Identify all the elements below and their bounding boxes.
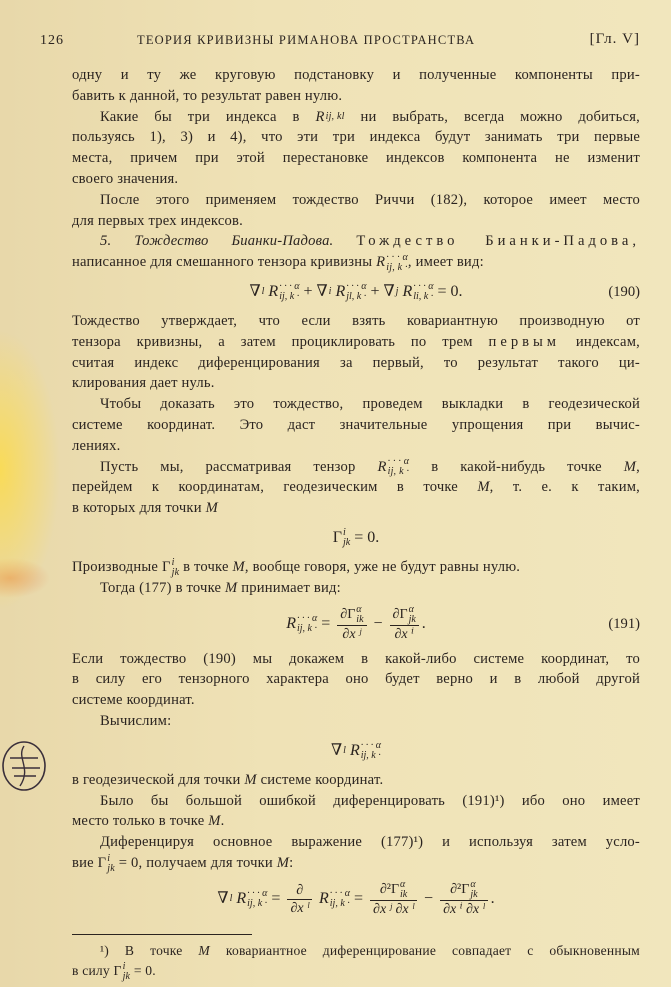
text-fragment: jk — [122, 970, 131, 982]
footnote-divider — [72, 934, 252, 935]
text-fragment: i — [171, 556, 175, 568]
text-fragment: M — [225, 579, 238, 596]
footnote-line — [72, 941, 640, 961]
text-fragment: = 0, получаем для точки — [118, 854, 273, 871]
text-fragment — [172, 558, 180, 578]
section-heading-line — [72, 231, 640, 252]
math-fragment: α — [356, 603, 362, 615]
math-fragment: ∂x ˡ — [290, 900, 309, 916]
math-fragment: jk — [408, 613, 416, 625]
math-fragment: ∂ — [340, 607, 348, 623]
text-line: лениях. — [72, 437, 121, 454]
footnote-line — [72, 961, 640, 981]
math-fragment — [297, 614, 317, 634]
text-fragment: в какой-нибудь точке — [431, 458, 602, 475]
text-fragment — [326, 112, 345, 122]
text-fragment — [10, 746, 40, 786]
text-fragment: ij, k · — [386, 261, 408, 273]
text-fragment — [107, 854, 115, 874]
math-fragment: . — [490, 889, 495, 907]
math-fragment — [286, 599, 317, 649]
math-fragment: ∂x ⁱ ∂x ˡ — [443, 902, 485, 918]
text-line: места, причем при этой перестановке индексов компонента не изменит — [72, 150, 640, 167]
math-fragment: R — [236, 889, 247, 907]
math-fragment — [335, 273, 366, 311]
text-line: системе координат. Это даст значительные упрощения при вычис- — [72, 416, 640, 433]
math-fragment: · · · α — [247, 888, 268, 900]
page-number: 126 — [40, 33, 64, 48]
text-line: Если тождество (190) мы докажем в какой-либо системе координат, то — [72, 650, 640, 667]
equation-covariant-derivative — [72, 732, 640, 770]
math-fragment: = — [271, 889, 281, 907]
math-fragment: ∇ — [331, 741, 343, 759]
math-fragment — [247, 889, 267, 909]
text-fragment: написанное для смешанного тензора кривизны — [72, 254, 373, 271]
math-fragment: ∂² — [379, 882, 391, 898]
math-fragment: = — [354, 889, 364, 907]
text-line: Чтобы доказать это тождество, проведем выкладки в геодезической — [100, 396, 640, 413]
text-fragment: i — [107, 852, 111, 864]
text-fragment: ij, k · — [387, 466, 410, 478]
math-fragment: l — [261, 286, 265, 298]
text-line: Вычислим: — [100, 712, 172, 729]
text-fragment: в геодезической для точки — [72, 771, 241, 788]
text-fragment: = 0. — [133, 962, 156, 978]
text: Какие бы три индекса в — [100, 108, 300, 125]
running-title: ТЕОРИЯ КРИВИЗНЫ РИМАНОВА ПРОСТРАНСТВА — [137, 33, 476, 47]
text-fragment: тензора кривизны, а затем проциклировать по трем — [72, 333, 473, 350]
running-header — [40, 30, 640, 54]
math-fragment — [470, 880, 477, 900]
section-title: Тождество Бианки-Падова. — [134, 233, 334, 250]
math-fragment: ∂x ʲ ∂x ˡ — [373, 902, 415, 918]
text-fragment: R — [315, 108, 325, 125]
text-fragment: i — [122, 960, 126, 972]
text-fragment: · · · α — [386, 251, 408, 263]
math-fragment — [279, 282, 299, 302]
text-line — [72, 557, 640, 578]
spaced-text: первым — [488, 333, 561, 350]
math-fragment: − — [373, 614, 383, 632]
text-fragment: M — [205, 500, 218, 517]
text-fragment: , т. е. к таким, — [489, 479, 640, 496]
math-fragment — [400, 880, 407, 900]
text-fragment: , — [636, 458, 641, 475]
math-fragment: ij, k · — [279, 291, 300, 303]
math-fragment: + — [303, 282, 313, 300]
math-fragment: . — [421, 614, 426, 632]
math-fragment: i — [328, 286, 332, 298]
math-fragment — [361, 741, 381, 761]
math-fragment: l — [229, 893, 233, 905]
math-fragment — [350, 732, 381, 770]
math-fragment: ∂x ⁱ — [394, 626, 414, 642]
math-fragment — [337, 605, 366, 626]
math-fragment — [330, 889, 350, 909]
math-fragment: ∂x ʲ — [342, 626, 362, 642]
text-line — [72, 770, 640, 791]
text-fragment — [388, 457, 410, 477]
math-fragment: ∂² — [450, 882, 462, 898]
text-line: системе координат. — [72, 692, 195, 709]
math-fragment: ij, k · — [247, 898, 268, 910]
text-fragment: ¹) В точке — [100, 942, 183, 958]
math-fragment — [396, 287, 399, 297]
tensor-symbol — [377, 457, 409, 478]
math-fragment — [343, 528, 350, 548]
equation-number: (190) — [608, 283, 640, 300]
math-fragment: · · · α — [360, 740, 381, 752]
equation-derivative-expansion — [72, 874, 640, 924]
text-fragment: перейдем к координатам, геодезическим в точке — [72, 479, 458, 496]
text-fragment: вие — [72, 854, 94, 871]
math-fragment: jl, k · — [346, 291, 367, 303]
math-fragment: α — [470, 879, 476, 891]
text-fragment: , вообще говоря, уже не будут равны нулю. — [244, 558, 521, 575]
text-line: После этого применяем тождество Риччи (182), которое имеет место — [100, 191, 640, 208]
math-fragment — [236, 874, 267, 924]
spaced-text: Тождество Бианки-Падова, — [356, 233, 640, 250]
math-fragment: R — [349, 741, 360, 759]
text-fragment: индексам, — [575, 333, 640, 350]
math-fragment: = 0. — [354, 528, 380, 546]
tensor-symbol — [376, 252, 408, 273]
math-fragment — [390, 605, 419, 626]
text-line — [72, 811, 640, 832]
math-fragment: Γ — [332, 528, 342, 546]
equation-190 — [72, 273, 640, 311]
math-fragment: = — [321, 614, 331, 632]
text-line: Было бы большой ошибкой диференцировать (191)¹) ибо оно имеет — [100, 792, 640, 809]
math-fragment — [402, 273, 433, 311]
text-fragment: системе координат. — [260, 771, 384, 788]
text-line — [72, 107, 640, 128]
text-line — [72, 477, 640, 498]
math-fragment — [287, 882, 312, 917]
text-fragment: M — [244, 771, 257, 788]
text-fragment — [386, 253, 408, 273]
text-line: своего значения. — [72, 170, 179, 187]
math-fragment: ∇ — [316, 282, 328, 300]
text-fragment: jk — [107, 862, 115, 874]
text-fragment: M — [232, 558, 245, 575]
math-fragment: · · · α — [413, 281, 434, 293]
math-fragment — [370, 880, 417, 901]
math-fragment: ∇ — [217, 889, 229, 907]
text-fragment: в силу — [72, 962, 110, 978]
math-fragment: R — [318, 889, 329, 907]
math-fragment — [337, 605, 366, 643]
text-line: в силу его тензорного характера оно будет верно и в любой другой — [72, 671, 640, 688]
math-fragment: = 0. — [437, 282, 463, 300]
math-fragment: α — [400, 879, 406, 891]
math-fragment — [346, 282, 366, 302]
text-fragment: : — [289, 854, 294, 871]
page-body — [72, 65, 640, 981]
text-line — [72, 332, 640, 353]
text-fragment: · · · α — [387, 456, 410, 468]
math-fragment: j — [395, 286, 399, 298]
math-fragment: ij, k · — [360, 750, 381, 762]
math-fragment: R — [335, 282, 346, 300]
text-fragment: M — [477, 479, 490, 496]
text-line — [72, 457, 640, 478]
text-line: пользуясь 1), 3) и 4), что эти три индекса будут занимать три первые — [72, 129, 640, 146]
text-line: клирования дает нуль. — [72, 375, 215, 392]
text-line: одну и ту же круговую подстановку и полученные компоненты при- — [72, 67, 640, 83]
library-stamp-icon — [2, 738, 52, 794]
text-fragment — [123, 962, 131, 982]
text-fragment: Γ — [113, 962, 122, 978]
math-fragment: i — [343, 527, 346, 539]
text-fragment: Пусть мы, рассматривая тензор — [100, 458, 356, 475]
equation-number: (191) — [608, 615, 640, 632]
math-fragment: Γ — [390, 882, 400, 898]
math-fragment: Γ — [399, 607, 408, 623]
text-fragment: jk — [171, 566, 180, 578]
math-fragment — [413, 282, 433, 302]
text-fragment: M — [276, 854, 290, 871]
math-fragment: Γ — [461, 882, 470, 898]
text-fragment: R — [377, 458, 387, 475]
math-fragment: · · · α — [297, 612, 318, 624]
text-line: для первых трех индексов. — [72, 212, 243, 229]
text-line — [72, 853, 640, 874]
text-line — [72, 578, 640, 599]
text-fragment: M — [208, 813, 221, 830]
math-fragment — [329, 287, 332, 297]
math-fragment: jk — [470, 889, 478, 901]
math-fragment — [343, 746, 346, 756]
text-fragment: R — [376, 254, 386, 271]
math-fragment: ∂ — [287, 882, 312, 900]
math-fragment: α — [408, 603, 414, 615]
text: ни выбрать, всегда можно добиться, — [360, 108, 640, 125]
math-fragment: li, k · — [413, 291, 434, 303]
text-line: бавить к данной, то результат равен нулю. — [72, 87, 343, 104]
footnote — [72, 941, 640, 981]
text-line: Диференцируя основное выражение (177)¹) и используя затем усло- — [100, 834, 640, 851]
math-fragment — [268, 273, 299, 311]
math-fragment — [370, 880, 417, 918]
section-number: 5. — [100, 233, 112, 250]
text-line: считая индекс диференцирования за первый, то результат такого ци- — [72, 354, 640, 371]
text-line — [72, 252, 640, 273]
text-fragment: в точке — [183, 558, 229, 575]
math-fragment — [262, 287, 265, 297]
text-fragment: Тогда (177) в точке — [100, 579, 222, 596]
math-fragment — [356, 605, 363, 625]
math-fragment: + — [370, 282, 380, 300]
text-fragment: принимает вид: — [241, 579, 341, 596]
tensor-symbol — [315, 107, 344, 128]
math-fragment: ik — [400, 889, 408, 901]
text-fragment: ij, kl — [325, 111, 345, 123]
text-fragment: Производные — [72, 558, 159, 575]
math-fragment — [390, 605, 419, 643]
text-line: Тождество утверждает, что если взять ковариантную производную от — [72, 312, 640, 329]
math-fragment: ∇ — [249, 282, 261, 300]
math-fragment: Γ — [347, 607, 356, 623]
chapter-label: [Гл. V] — [589, 31, 640, 47]
text-fragment: в которых для точки — [72, 500, 202, 517]
equation-christoffel-zero — [72, 519, 640, 557]
text-fragment: Γ — [161, 558, 171, 575]
text-fragment: место только в точке — [72, 813, 205, 830]
text-fragment: M — [198, 942, 210, 958]
math-fragment: R — [268, 282, 279, 300]
equation-191 — [72, 599, 640, 649]
math-fragment — [440, 880, 488, 918]
math-fragment: · · · α — [329, 888, 351, 900]
math-fragment: R — [402, 282, 413, 300]
math-fragment: ∂ — [392, 607, 400, 623]
math-fragment: l — [343, 745, 346, 757]
math-fragment — [319, 874, 350, 924]
text-fragment: ковариантное диференцирование совпадает с обыкновенным — [225, 942, 640, 958]
math-fragment — [409, 605, 416, 625]
math-fragment: · · · α — [279, 281, 300, 293]
math-fragment — [440, 880, 488, 901]
math-fragment: ij, k · — [329, 898, 350, 910]
text-line — [72, 498, 640, 519]
math-fragment: ∇ — [383, 282, 395, 300]
math-fragment: jk — [343, 537, 351, 549]
math-fragment: ik — [356, 613, 364, 625]
math-fragment: ij, k · — [297, 622, 317, 634]
text-fragment: M — [623, 458, 637, 475]
math-fragment: R — [286, 614, 296, 632]
math-fragment — [230, 894, 233, 904]
math-fragment: − — [424, 889, 434, 907]
text-fragment: . — [220, 813, 225, 830]
text-fragment: Γ — [97, 854, 107, 871]
math-fragment: · · · α — [346, 281, 367, 293]
text-fragment: , имеет вид: — [407, 254, 484, 271]
